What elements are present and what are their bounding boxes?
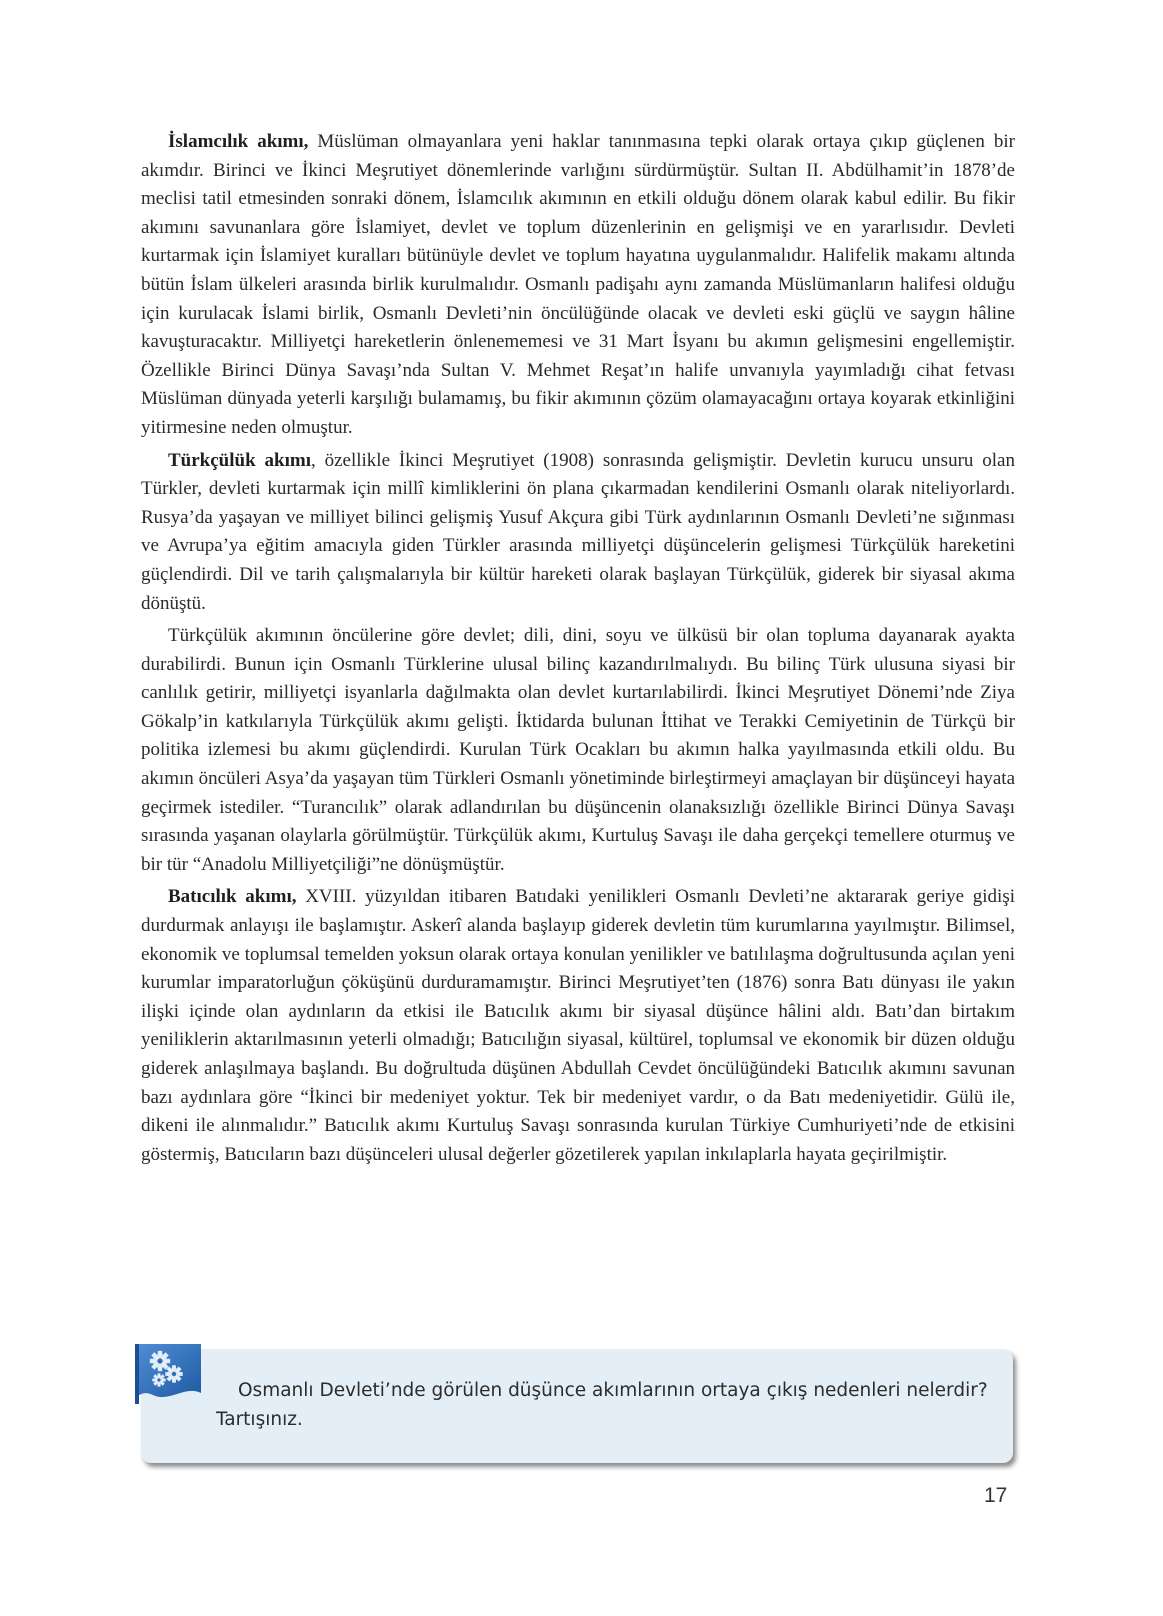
- paragraph-body: Türkçülük akımının öncülerine göre devlet; dili, dini, soyu ve ülküsü bir olan topluma dayanarak ayakta durabilirdi. Bunun için Osmanlı Türklerine ulusal bilinç kazandırılmalıydı. Bu bilinç Türk ulusuna siyasi bir canlılık getirir, milliyetçi isyanlarla dağılmakta olan devlet kurtarılabilirdi. İkinci Meşrutiyet Dönemi’nde Ziya Gökalp’in katkılarıyla Türkçülük akımı gelişti. İktidarda bulunan İttihat ve Terakki Cemiyetinin de Türkçü bir politika izlemesi bu akımı güçlendirdi. Kurulan Türk Ocakları bu akımın halka yayılmasında etkili oldu. Bu akımın öncüleri Asya’da yaşayan tüm Türkleri Osmanlı yönetiminde birleştirmeyi amaçlayan bir düşünceyi hayata geçirmek istediler. “Turancılık” olarak adlandırılan bu düşüncenin olanaksızlığı özellikle Birinci Dünya Savaşı sırasında yaşanan olaylarla görülmüştür. Türkçülük akımı, Kurtuluş Savaşı ile daha gerçekçi temellere oturmuş ve bir tür “Anadolu Milliyetçiliği”ne dönüşmüştür.: [141, 625, 1015, 875]
- paragraph-baticilik: [141, 883, 1015, 1169]
- discussion-question-box: [141, 1349, 1013, 1463]
- discussion-question-text: Osmanlı Devleti’nde görülen düşünce akımlarının ortaya çıkış nedenleri nelerdir? Tartışınız.: [216, 1380, 988, 1430]
- paragraph-body: Müslüman olmayanlara yeni haklar tanınmasına tepki olarak ortaya çıkıp güçlenen bir akımdır. Birinci ve İkinci Meşrutiyet dönemlerinde varlığını sürdürmüştür. Sultan II. Abdülhamit’in 1878’de meclisi tatil etmesinden sonraki dönem, İslamcılık akımının en etkili olduğu dönem olarak kabul edilir. Bu fikir akımını savunanlara göre İslamiyet, devlet ve toplum düzenlerinin en gelişmişi ve en yararlısıdır. Devleti kurtarmak için İslamiyet kuralları bütünüyle devlet ve toplum hayatına uygulanmalıdır. Halifelik makamı altında bütün İslam ülkeleri arasında birlik kurulmalıdır. Osmanlı padişahı aynı zamanda Müslümanların halifesi olduğu için kurulacak İslami birlik, Osmanlı Devleti’nin öncülüğünde olacak ve devleti eski güçlü ve saygın hâline kavuşturacaktır. Milliyetçi hareketlerin önlenememesi ve 31 Mart İsyanı bu akımın gelişmesini engellemiştir. Özellikle Birinci Dünya Savaşı’nda Sultan V. Mehmet Reşat’ın halife unvanıyla yayımladığı cihat fetvası Müslüman dünyada yeterli karşılığı bulamamış, bu fikir akımının çözüm olamayacağını ortaya koyarak etkinliğini yitirmesine neden olmuştur.: [141, 131, 1015, 438]
- paragraph-body: XVIII. yüzyıldan itibaren Batıdaki yenilikleri Osmanlı Devleti’ne aktararak geriye gidişi durdurmak anlayışı ile başlamıştır. Askerî alanda başlayıp giderek devletin tüm kurumlarına yayılmıştır. Bilimsel, ekonomik ve toplumsal temelden yoksun olarak ortaya konulan yenilikler ve batılılaşma doğrultusunda açılan yeni kurumlar imparatorluğun çöküşünü durduramamıştır. Birinci Meşrutiyet’ten (1876) sonra Batı dünyası ile yakın ilişki içinde olan aydınların da etkisi ile Batıcılık akımı bir siyasal düşünce hâlini aldı. Batı’dan birtakım yeniliklerin aktarılmasının yeterli olmadığı; Batıcılığın siyasal, kültürel, toplumsal ve ekonomik bir düzen olduğu giderek anlaşılmaya başlandı. Bu doğrultuda düşünen Abdullah Cevdet öncülüğündeki Batıcılık akımını savunan bazı aydınlara göre “İkinci bir medeniyet yoktur. Tek bir medeniyet vardır, o da Batı medeniyetidir. Gülü ile, dikeni ile alınmalıdır.” Batıcılık akımı Kurtuluş Savaşı sonrasında kurulan Türkiye Cumhuriyeti’nde de etkisini göstermiş, Batıcıların bazı düşünceleri ulusal değerler gözetilerek yapılan inkılaplarla hayata geçirilmiştir.: [141, 886, 1015, 1165]
- paragraph-turkculuk-continued: [141, 622, 1015, 879]
- page-number: 17: [984, 1484, 1008, 1507]
- paragraph-lead: Türkçülük akımı: [168, 449, 311, 471]
- paragraph-lead: İslamcılık akımı,: [168, 131, 309, 152]
- paragraph-lead: Batıcılık akımı,: [168, 886, 297, 908]
- paragraph-turkculuk: [141, 447, 1015, 619]
- paragraph-islamcilik: [141, 128, 1015, 443]
- paragraph-body: , özellikle İkinci Meşrutiyet (1908) sonrasında gelişmiştir. Devletin kurucu unsuru olan Türkler, devleti kurtarmak için millî kimliklerini ön plana çıkarmadan kendilerini Osmanlı olarak niteliyorlardı. Rusya’da yaşayan ve milliyet bilinci gelişmiş Yusuf Akçura gibi Türk aydınlarının Osmanlı Devleti’ne sığınması ve Avrupa’ya eğitim amacıyla giden Türkler arasında milliyetçi düşüncelerin gelişmesi Türkçülük hareketini güçlendirdi. Dil ve tarih çalışmalarıyla bir kültür hareketi olarak başlayan Türkçülük, giderek bir siyasal akıma dönüştü.: [141, 449, 1015, 614]
- gears-icon: [135, 1341, 203, 1406]
- main-text: [141, 128, 1015, 1173]
